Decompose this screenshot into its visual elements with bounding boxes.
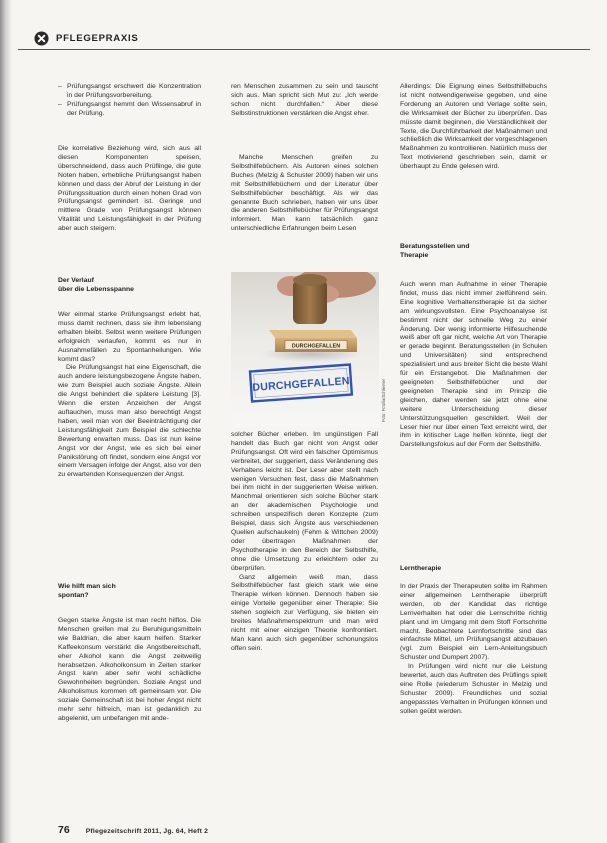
stamp-illustration: [231, 272, 379, 426]
paragraph: Allerdings: Die Eignung eines Selbsthilfebuchs ist nicht notwendigerweise gegeben, und eine Forderung an Autoren und Verlage sollte sein, die Wirksamkeit der Bücher zu überprüfen. Das müsste damit beginnen, die Verständlichkeit der Texte, die Durchführbarkeit der Maßnahmen und schließlich die Wirksamkeit der vorgeschlagenen Maßnahmen zu kontrollieren. Natürlich muss der Text motivierend geschrieben sein, damit er überhaupt zu Ende gelesen wird.: [400, 83, 547, 171]
section-title: PFLEGEPRAXIS: [56, 32, 139, 44]
paragraph: solcher Bücher erleben. Im ungünstigen Fall handelt das Buch gar nicht von Angst oder Prüfungsangst. Oft wird ein falscher Optimismus verbreitet, der suggeriert, dass Veränderung des Verhaltens leicht ist. Der Leser aber stellt nach wenigen Versuchen fest, dass die Maßnahmen bei ihm nicht in der suggerierten Weise wirken. Manchmal orientieren sich solche Bücher stark an der akademischen Psychologie und schreiben unspezifisch deren Konzepte (zum Beispiel, dass sich Ängste aus verschiedenen Quellen aufschaukeln) (Fehm & Wittchen 2009) oder übertragen Maßnahmen der Psychotherapie in den Bereich der Selbsthilfe, ohne die Umsetzung zu erleichtern oder zu überprüfen.: [231, 431, 378, 572]
scan-shadow-edge: [0, 0, 12, 843]
bullet-marker: –: [58, 83, 62, 90]
bullet-marker: –: [58, 100, 62, 108]
journal-citation: Pflegezeitschrift 2011, Jg. 64, Heft 2: [85, 828, 209, 835]
header-rule: [18, 49, 590, 50]
heading-line: Der Verlauf: [58, 277, 94, 284]
heading-line: Beratungsstellen und: [400, 243, 470, 250]
paragraph: Wer einmal starke Prüfungsangst erlebt hat, muss damit rechnen, dass sie ihm lebenslang erhalten bleibt. Selbst wenn weitere Prüfungen erfolgreich verlaufen, kommt es nur in Ausnahmefällen zu Spontanheilungen. Wie kommt das?: [58, 311, 201, 363]
paragraph: Gegen starke Ängste ist man recht hilflos. Die Menschen greifen mal zu Beruhigungsmitteln wie Baldrian, die aber kaum helfen. Starker Kaffeekonsum verstärkt die Angstbereitschaft, eher Alkohol kann die Angst zeitweilig herabsetzen. Alkoholkonsum in Zeiten starker Angst kann aber sehr wohl schädliche Gewohnheiten begründen. Soziale Angst und Alkoholismus kommen oft gemeinsam vor. Die soziale Gemeinschaft ist bei hoher Angst nicht mehr sehr hilfreich, man ist gedanklich zu abgelenkt, um unbefangen mit ande-: [58, 617, 201, 722]
bullet-text: Prüfungsangst hemmt den Wissensabruf in der Prüfung.: [67, 100, 201, 117]
bullet-text: Prüfungsangst erschwert die Konzentration in der Prüfungsvorbereitung.: [67, 83, 201, 99]
section-heading-lerntherapie: [400, 565, 547, 574]
heading-line: Lerntherapie: [400, 565, 442, 572]
section-heading-beratung: [400, 243, 547, 261]
photo-credit: Foto: Fotolia/Schliemer: [381, 378, 386, 422]
text-block: [231, 431, 378, 654]
section-header: [34, 30, 139, 46]
heading-line: Therapie: [400, 251, 429, 259]
stamp-handle: [293, 280, 327, 324]
x-circle-icon: [34, 31, 49, 46]
section-heading-verlauf: [58, 277, 201, 295]
paragraph: Die Prüfungsangst hat eine Eigenschaft, die auch andere leistungsbezogene Ängste haben, wie zum Beispiel auch soziale Ängste. Allein die Angst behindert die spätere Leistung [3]. Wenn die ersten Anzeichen der Angst auftauchen, muss man also berechtigt Angst haben, weil man von der Beeinträchtigung der Leistungsfähigkeit zum Beispiel die schlechte Bewertung erwarten muss. Das ist nun keine Angst vor der Angst, wie es sich bei einer Panikstörung oft findet, sondern eine Angst vor einem Versagen infolge der Angst, also vor den zu erwartenden Konsequenzen der Angst.: [58, 364, 201, 479]
heading-line: Wie hilft man sich: [58, 583, 116, 590]
page-number: 76: [58, 824, 70, 836]
paragraph: ren Menschen zusammen zu sein und tauscht sich aus. Man spricht sich Mut zu: „Ich werde schon nicht durchfallen.“ Aber diese Selbstinstruktionen verstärken die Angst eher.: [231, 83, 378, 117]
text-block: [400, 583, 547, 717]
page-footer: [58, 824, 208, 836]
list-item: [58, 101, 201, 119]
stamp-imprint-text: DURCHGEFALLEN: [252, 375, 351, 394]
heading-line: über die Lebensspanne: [58, 285, 134, 293]
paragraph: In der Praxis der Therapeuten sollte im Rahmen einer allgemeinen Lerntherapie überprüft werden, ob der Kandidat das richtige Lernverhalten hat oder die Lernschritte richtig plant und im Umgang mit dem Stoff Fortschritte macht. Beobachtete Lernfortschritte sind das einfachste Mittel, um Prüfungsangst abzubauen (vgl. zum Beispiel ein Lern-Anleitungsbuch Schuster und Dumpert 2007).: [400, 583, 547, 662]
stamp-photo: [231, 272, 379, 426]
paragraph: Auch wenn man Aufnahme in einer Therapie findet, muss das nicht immer zielführend sein. Eine kognitive Verhaltenstherapie ist da sicher am wirkungsvollsten. Eine Psychoanalyse ist bestimmt nicht der schnelle Weg zu einer Änderung. Der wenig informierte Hilfesuchende weiß aber oft gar nicht, welche Art von Therapie er gerade beginnt. Beratungsstellen (in Schulen und Universitäten) sind entsprechend spezialisiert und aus breiter Sicht die beste Wahl für ein Erstangebot. Die Maßnahmen der geeigneten Selbsthilfebücher und der geeigneten Therapie sind im Prinzip die gleichen, daher werden sie jetzt ohne eine weitere Unterscheidung dieser Unterstützungsquellen geschildert. Weil der Leser hier nur über einen Text erreicht wird, der ihm in kritischer Lage helfen könnte, liegt der Darstellungsfokus auf der Form der Selbsthilfe.: [400, 281, 547, 449]
section-heading-spontan: [58, 583, 201, 601]
list-item: [58, 83, 201, 101]
stamp-label-text: DURCHGEFALLEN: [291, 343, 341, 350]
text-block: [58, 311, 201, 480]
paragraph: Die korrelative Beziehung wird, sich aus all diesen Komponenten speisen, überschneidend, dass auch Prüflinge, die gute Noten haben, erhebliche Prüfungsangst haben können und dass der Abruf der Leistung in der Prüfungssituation durch einen hohen Grad von Prüfungsangst gemindert ist. Geringe und mittlere Grade von Prüfungsangst können Vitalität und Leistungsfähigkeit in der Prüfung aber auch steigern.: [58, 145, 201, 233]
heading-line: spontan?: [58, 591, 89, 599]
paragraph: Ganz allgemein weiß man, dass Selbsthilfebücher fast gleich stark wie eine Therapie wirken können. Dennoch haben sie einige Vorteile gegenüber einer Therapie: Sie stehen sogleich zur Verfügung, sie bieten ein breites Maßnahmenspektrum und man wird nicht mit einer einzigen Theorie konfrontiert. Man kann auch sich gegenüber schonungslos offen sein.: [231, 573, 378, 652]
paragraph: In Prüfungen wird nicht nur die Leistung bewertet, auch das Auftreten des Prüflings spielt eine Rolle (wiederum Schuster in Melzig und Schuster 2009). Freundliches und sozial angepasstes Verhalten in Prüfungen können und sollen geübt werden.: [400, 663, 548, 715]
paragraph: Manche Menschen greifen zu Selbsthilfebüchern. Als Autoren eines solchen Buches (Melzig & Schuster 2009) haben wir uns mit Selbsthilfebüchern und der Literatur über Selbsthilfebücher beschäftigt. Als wir das genannte Buch schrieben, haben wir uns über die anderen Selbsthilfebücher für Prüfungsangst informiert. Man kann tatsächlich ganz unterschiedliche Erfahrungen beim Lesen: [231, 154, 378, 233]
bullet-list: [58, 83, 201, 119]
